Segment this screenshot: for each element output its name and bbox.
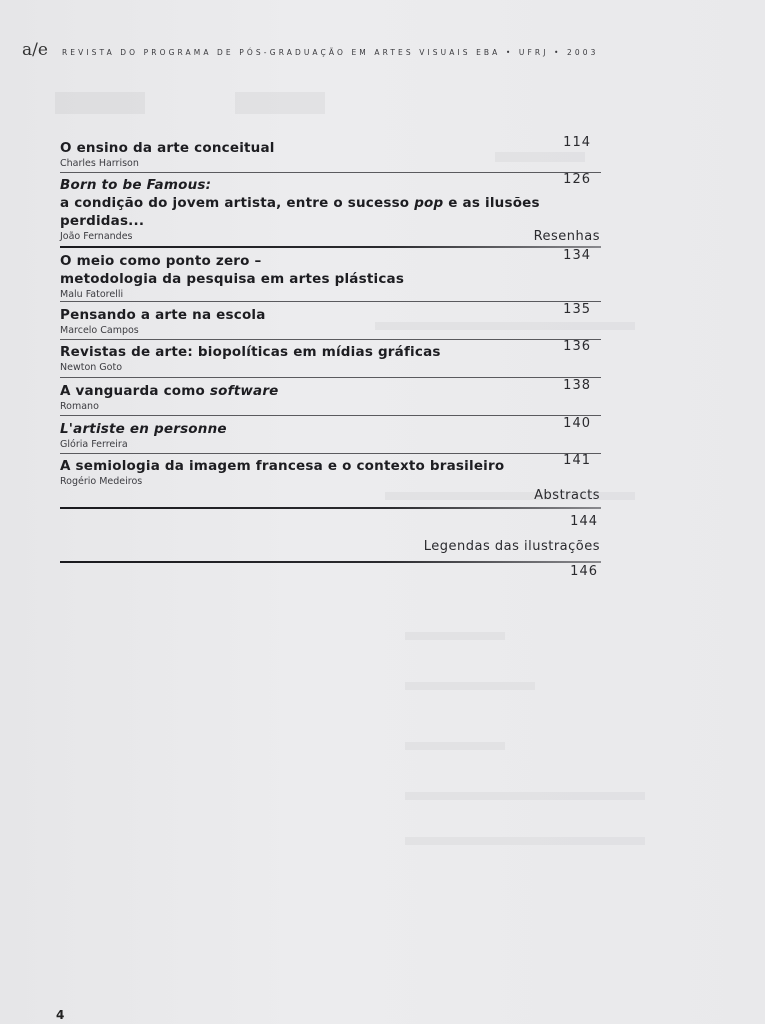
entry-page: 126	[563, 172, 591, 187]
entry-subtitle-italic: pop	[414, 195, 444, 211]
entry-title: Pensando a arte na escola	[60, 307, 266, 323]
divider	[60, 377, 601, 378]
entry-page: 138	[563, 378, 591, 393]
entry-author: Charles Harrison	[60, 158, 139, 169]
entry-title: Revistas de arte: biopolíticas em mídias gráficas	[60, 344, 441, 360]
entry-author: Glória Ferreira	[60, 439, 128, 450]
section-rule	[60, 561, 601, 563]
abstracts-page[interactable]: 144	[570, 514, 598, 529]
entry-title: O ensino da arte conceitual	[60, 140, 275, 156]
toc-entry[interactable]	[60, 302, 601, 336]
entry-title-italic: Born to be Famous:	[60, 177, 212, 193]
entry-title-part: A vanguarda como	[60, 383, 210, 399]
entry-subtitle-part: a condição do jovem artista, entre o sucesso	[60, 195, 415, 211]
divider	[60, 301, 601, 302]
toc-entry[interactable]	[60, 453, 601, 487]
journal-title: REVISTA DO PROGRAMA DE PÓS-GRADUAÇÃO EM ARTES VISUAIS EBA • UFRJ • 2003	[61, 48, 599, 57]
toc-entry[interactable]	[60, 248, 601, 300]
entry-author: Malu Fatorelli	[60, 289, 124, 300]
divider	[60, 172, 601, 173]
entry-title: O meio como ponto zero –	[60, 253, 262, 269]
toc-entry[interactable]	[60, 416, 601, 450]
entry-subtitle: metodologia da pesquisa em artes plásticas	[60, 271, 405, 287]
entry-page: 136	[563, 339, 591, 354]
entry-page: 135	[563, 302, 591, 317]
entry-author: Rogério Medeiros	[60, 476, 143, 487]
section-rule	[60, 246, 601, 248]
entry-title-italic: software	[209, 383, 279, 399]
section-heading-legendas: Legendas das ilustrações	[423, 539, 600, 554]
legendas-page[interactable]: 146	[570, 564, 598, 579]
entry-title	[60, 176, 601, 194]
toc-entry[interactable]	[60, 135, 601, 169]
entry-author: Romano	[60, 401, 99, 412]
entry-title: A semiologia da imagem francesa e o contexto brasileiro	[60, 458, 505, 474]
page-number: 4	[56, 1008, 65, 1022]
divider	[60, 339, 601, 340]
toc-entry[interactable]	[60, 172, 601, 242]
toc-entry[interactable]	[60, 378, 601, 412]
running-head	[22, 40, 599, 60]
entry-title	[60, 382, 601, 400]
entry-title-italic: L'artiste en personne	[60, 421, 227, 437]
entry-author: Newton Goto	[60, 362, 123, 373]
section-heading-resenhas: Resenhas	[533, 229, 600, 244]
entry-page: 140	[563, 416, 591, 431]
toc-entry[interactable]	[60, 339, 601, 373]
section-rule	[60, 507, 601, 509]
divider	[60, 453, 601, 454]
entry-title	[60, 420, 601, 438]
entry-page: 141	[563, 453, 591, 468]
entry-page: 114	[563, 135, 591, 150]
entry-subtitle-part: e as ilusões perdidas...	[60, 195, 540, 229]
section-heading-abstracts: Abstracts	[534, 488, 600, 503]
entry-author: Marcelo Campos	[60, 325, 139, 336]
entry-page: 134	[563, 248, 591, 263]
entry-subtitle	[60, 194, 601, 230]
journal-logo: a/e	[22, 40, 48, 60]
entry-author: João Fernandes	[60, 231, 133, 242]
divider	[60, 415, 601, 416]
